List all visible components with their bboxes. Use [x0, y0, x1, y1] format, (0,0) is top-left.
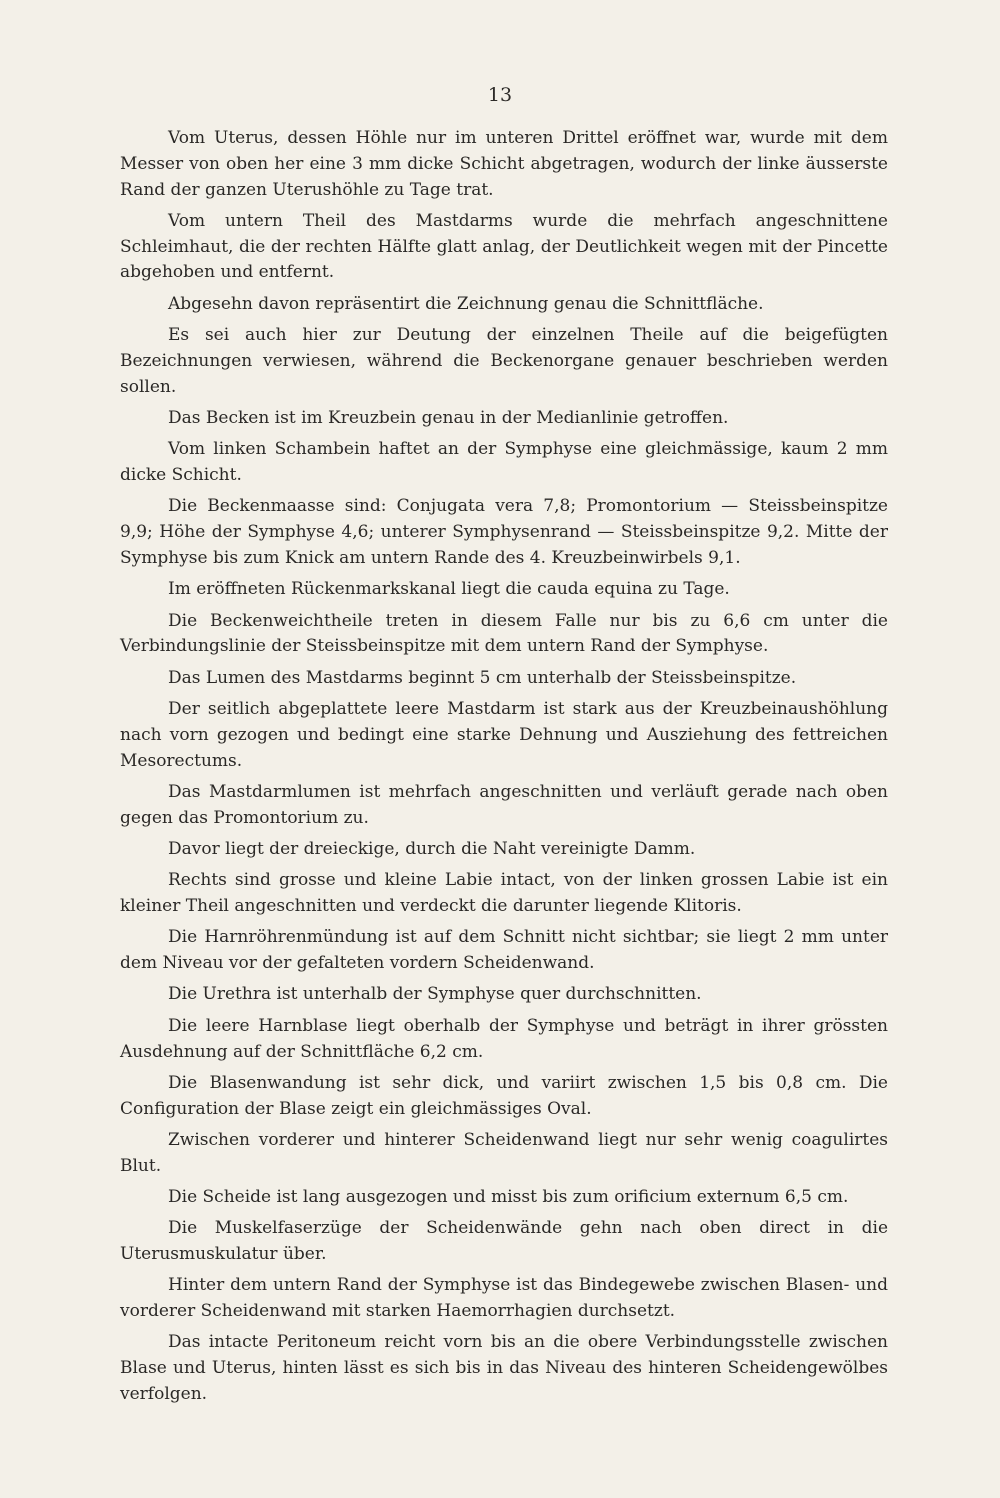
paragraph: Die Urethra ist unterhalb der Symphyse quer durchschnitten.: [168, 984, 702, 1005]
paragraph: Das Lumen des Mastdarms beginnt 5 cm unterhalb der Steissbeinspitze.: [168, 667, 797, 688]
paragraph: Die Beckenmaasse sind: Conjugata vera 7,8; Promontorium — Steissbeinspitze 9,9; Höhe der Symphyse 4,6; unterer Symphysenrand — Steissbeinspitze 9,2. Mitte der Symphyse bis zum Knick am untern Rande des 4. Kreuzbeinwirbels 9,1.: [120, 496, 888, 568]
paragraph: Zwischen vorderer und hinterer Scheidenwand liegt nur sehr wenig coagulirtes Blut.: [120, 1129, 888, 1176]
paragraph: Die Scheide ist lang ausgezogen und misst bis zum orificium externum 6,5 cm.: [168, 1186, 849, 1207]
paragraph: Die Muskelfaserzüge der Scheidenwände gehn nach oben direct in die Uterusmuskulatur über.: [120, 1218, 888, 1265]
body-text: [120, 126, 888, 1413]
paragraph: Die Beckenweichtheile treten in diesem Falle nur bis zu 6,6 cm unter die Verbindungslinie der Steissbeinspitze mit dem untern Rand der Symphyse.: [120, 610, 888, 657]
paragraph: Das Mastdarmlumen ist mehrfach angeschnitten und verläuft gerade nach oben gegen das Promontorium zu.: [120, 781, 888, 828]
paragraph: Hinter dem untern Rand der Symphyse ist das Bindegewebe zwischen Blasen- und vorderer Scheidenwand mit starken Haemorrhagien durchsetzt.: [120, 1275, 888, 1322]
paragraph: Abgesehn davon repräsentirt die Zeichnung genau die Schnittfläche.: [168, 293, 764, 314]
paragraph: Vom linken Schambein haftet an der Symphyse eine gleichmässige, kaum 2 mm dicke Schicht.: [120, 439, 888, 486]
paragraph: Vom untern Theil des Mastdarms wurde die mehrfach angeschnittene Schleimhaut, die der rechten Hälfte glatt anlag, der Deutlichkeit wegen mit der Pincette abgehoben und entfernt.: [120, 210, 888, 283]
paragraph: Davor liegt der dreieckige, durch die Naht vereinigte Damm.: [168, 838, 696, 859]
paragraph: Das intacte Peritoneum reicht vorn bis an die obere Verbindungsstelle zwischen Blase und Uterus, hinten lässt es sich bis in das Niveau des hinteren Scheidengewölbes verfolgen.: [120, 1332, 888, 1405]
paragraph: Die Harnröhrenmündung ist auf dem Schnitt nicht sichtbar; sie liegt 2 mm unter dem Niveau vor der gefalteten vordern Scheidenwand.: [120, 927, 888, 974]
paragraph: Im eröffneten Rückenmarkskanal liegt die cauda equina zu Tage.: [168, 579, 730, 600]
page-number: 13: [487, 84, 513, 106]
paragraph: Es sei auch hier zur Deutung der einzelnen Theile auf die beigefügten Bezeichnungen verwiesen, während die Beckenorgane genauer beschrieben werden sollen.: [120, 325, 888, 397]
paragraph: Der seitlich abgeplattete leere Mastdarm ist stark aus der Kreuzbeinaushöhlung nach vorn gezogen und bedingt eine starke Dehnung und Ausziehung des fettreichen Mesorectums.: [120, 698, 888, 771]
paragraph: Das Becken ist im Kreuzbein genau in der Medianlinie getroffen.: [168, 407, 729, 428]
paragraph: Vom Uterus, dessen Höhle nur im unteren Drittel eröffnet war, wurde mit dem Messer von oben her eine 3 mm dicke Schicht abgetragen, wodurch der linke äusserste Rand der ganzen Uterushöhle zu Tage trat.: [120, 128, 888, 200]
paragraph: Rechts sind grosse und kleine Labie intact, von der linken grossen Labie ist ein kleiner Theil angeschnitten und verdeckt die darunter liegende Klitoris.: [120, 870, 888, 917]
paragraph: Die leere Harnblase liegt oberhalb der Symphyse und beträgt in ihrer grössten Ausdehnung auf der Schnittfläche 6,2 cm.: [120, 1015, 888, 1062]
paragraph: Die Blasenwandung ist sehr dick, und variirt zwischen 1,5 bis 0,8 cm. Die Configuration der Blase zeigt ein gleichmässiges Oval.: [120, 1072, 888, 1119]
